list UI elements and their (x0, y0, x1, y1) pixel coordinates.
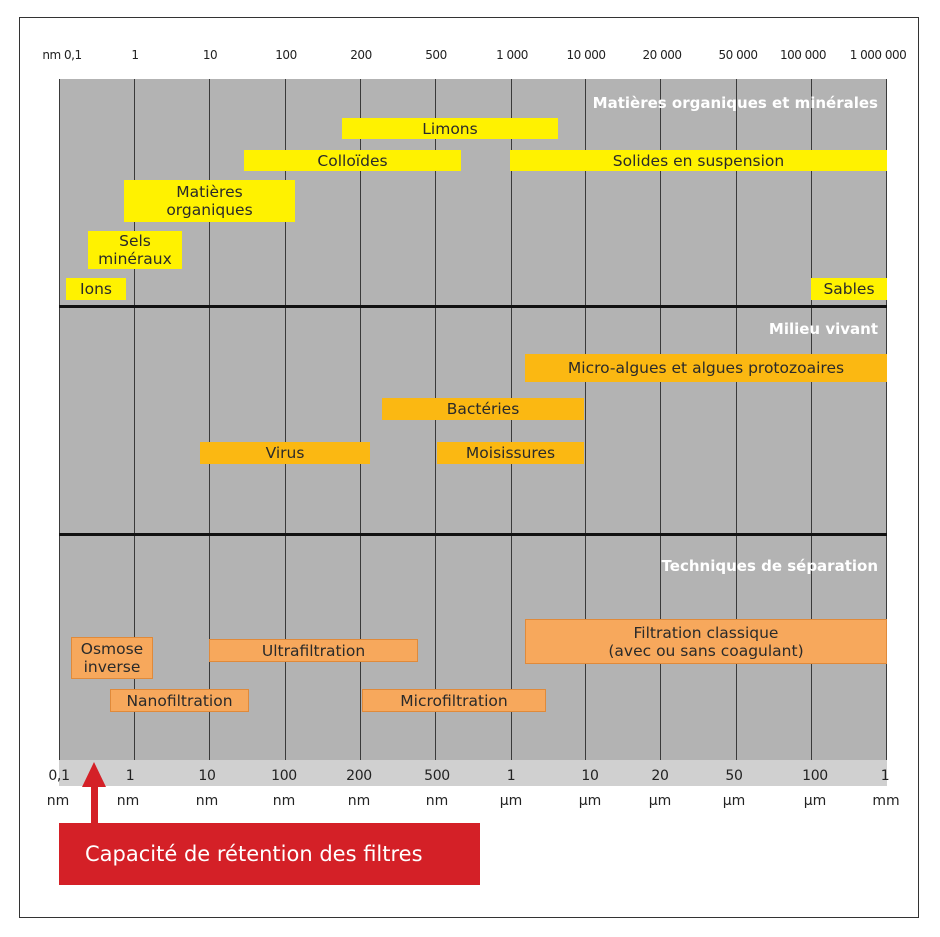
section-title-organic: Matières organiques et minérales (592, 94, 878, 112)
bottom-tick-value: 100 (271, 768, 297, 784)
bottom-tick-value: 50 (725, 768, 743, 784)
bar-filtration-classique: Filtration classique (avec ou sans coagulant) (525, 619, 887, 664)
bottom-tick-value: 100 (802, 768, 828, 784)
top-tick-label: 1 (131, 48, 139, 62)
top-tick-label: 20 000 (642, 48, 682, 62)
bar-moisissures: Moisissures (437, 442, 584, 464)
top-tick-label: 50 000 (718, 48, 758, 62)
bar-nanofiltration: Nanofiltration (110, 689, 249, 712)
bottom-tick-value: 1 (880, 768, 890, 784)
bottom-tick-unit: µm (499, 793, 523, 809)
bottom-tick-unit: µm (803, 793, 827, 809)
bar-solides-en-suspension: Solides en suspension (510, 150, 887, 171)
bottom-tick-value: 10 (581, 768, 599, 784)
top-tick-label: 1 000 (496, 48, 528, 62)
bar-ions: Ions (66, 278, 126, 300)
bottom-tick-value: 1 (125, 768, 135, 784)
bottom-tick-value: 500 (424, 768, 450, 784)
bar-osmose-inverse: Osmose inverse (71, 637, 153, 679)
top-tick-label: 500 (425, 48, 447, 62)
bar-matieres-organiques: Matières organiques (124, 180, 295, 222)
top-tick-label: nm 0,1 (42, 48, 82, 62)
retention-callout: Capacité de rétention des filtres (59, 823, 480, 885)
bar-micro-algues: Micro-algues et algues protozoaires (525, 354, 887, 382)
bar-bacteries: Bactéries (382, 398, 584, 420)
bottom-tick-unit: nm (425, 793, 449, 809)
bottom-tick-value: 1 (506, 768, 516, 784)
top-tick-label: 10 (202, 48, 218, 62)
section-title-separation: Techniques de séparation (661, 557, 878, 575)
grid-line (59, 79, 60, 760)
bottom-tick-value: 0,1 (48, 768, 70, 784)
bar-virus: Virus (200, 442, 370, 464)
bottom-tick-unit: nm (116, 793, 140, 809)
bar-sables: Sables (811, 278, 887, 300)
bottom-axis-strip (59, 760, 887, 786)
top-tick-label: 100 000 (779, 48, 827, 62)
bottom-tick-unit: µm (722, 793, 746, 809)
bar-ultrafiltration: Ultrafiltration (209, 639, 418, 662)
bottom-tick-unit: mm (872, 793, 900, 809)
top-tick-label: 1 000 000 (849, 48, 907, 62)
top-tick-label: 100 (275, 48, 297, 62)
bottom-tick-value: 20 (651, 768, 669, 784)
bottom-tick-value: 200 (346, 768, 372, 784)
arrow-shaft (91, 785, 98, 823)
section-divider (59, 305, 887, 308)
bottom-tick-unit: µm (648, 793, 672, 809)
section-divider (59, 533, 887, 536)
bar-microfiltration: Microfiltration (362, 689, 546, 712)
bottom-tick-unit: nm (347, 793, 371, 809)
arrow-up-icon (82, 762, 106, 787)
bottom-tick-unit: nm (272, 793, 296, 809)
bottom-tick-unit: nm (195, 793, 219, 809)
section-title-living: Milieu vivant (768, 320, 878, 338)
bar-colloides: Colloïdes (244, 150, 461, 171)
bottom-tick-value: 10 (198, 768, 216, 784)
bottom-tick-unit: µm (578, 793, 602, 809)
bar-sels-mineraux: Sels minéraux (88, 231, 182, 269)
top-tick-label: 200 (350, 48, 372, 62)
bar-limons: Limons (342, 118, 558, 139)
top-tick-label: 10 000 (566, 48, 606, 62)
bottom-tick-unit: nm (46, 793, 70, 809)
